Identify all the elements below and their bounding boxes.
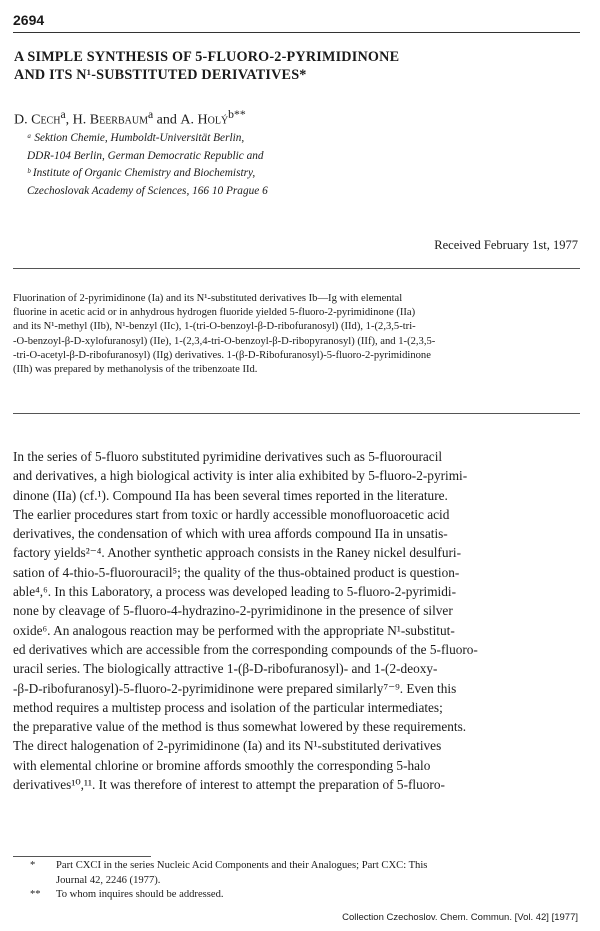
body-line: dinone (IIa) (cf.¹). Compound IIa has been several times reported in the literature. [13, 487, 448, 503]
footnote-mark: * [30, 860, 36, 871]
author-separator-1: , [65, 112, 73, 128]
page-number: 2694 [13, 12, 45, 28]
abstract-line: and its N¹-methyl (IIb), N¹-benzyl (IIc), 1-(tri-O-benzoyl-β-D-ribofuranosyl) (IId), 1-(2,3,5-tri- [13, 321, 416, 333]
footnote-text: Journal 42, 2246 (1977). [56, 874, 161, 886]
body-line: ed derivatives which are accessible from the corresponding compounds of the 5-fluoro- [13, 641, 478, 657]
title-line-1: A SIMPLE SYNTHESIS OF 5-FLUORO-2-PYRIMIDINONE [14, 49, 400, 65]
journal-footer: Collection Czechoslov. Chem. Commun. [Vol. 42] [1977] [342, 912, 578, 923]
body-line: method requires a multistep process and isolation of the particular intermediates; [13, 699, 443, 715]
body-line: factory yields²⁻⁴. Another synthetic approach consists in the Raney nickel desulfuri- [13, 545, 462, 561]
corresponding-author-mark: ** [234, 108, 246, 121]
footnote-mark: ** [30, 889, 41, 900]
body-line: uracil series. The biologically attractive 1-(β-D-ribofuranosyl)- and 1-(2-deoxy- [13, 661, 438, 677]
affiliations [27, 130, 268, 200]
author-1: D. Cech [14, 112, 61, 128]
author-1-affiliation-mark: a [60, 108, 66, 121]
affiliation-line: ᵃ Sektion Chemie, Humboldt-Universität Berlin, [27, 132, 245, 144]
footnotes [30, 859, 427, 903]
footnote-text: To whom inquires should be addressed. [56, 889, 224, 900]
body-line: derivatives, the condensation of which with urea affords compound IIa in unsatis- [13, 526, 448, 542]
footnote-text: Part CXCI in the series Nucleic Acid Components and their Analogues; Part CXC: This [56, 860, 428, 871]
affiliation-line: Czechoslovak Academy of Sciences, 166 10 Prague 6 [27, 184, 268, 197]
footnote-continuation [30, 874, 427, 889]
body-line: able⁴,⁶. In this Laboratory, a process was developed leading to 5-fluoro-2-pyrimidi- [13, 584, 457, 600]
received-date: Received February 1st, 1977 [434, 238, 578, 252]
header-rule [13, 32, 580, 33]
abstract-line: fluorine in acetic acid or in anhydrous hydrogen fluoride yielded 5-fluoro-2-pyrimidinone (IIa) [13, 307, 416, 319]
body-line: -β-D-ribofuranosyl)-5-fluoro-2-pyrimidinone were prepared similarly⁷⁻⁹. Even this [13, 680, 457, 696]
footnote [30, 859, 427, 874]
body-line: derivatives¹⁰,¹¹. It was therefore of interest to attempt the preparation of 5-fluoro- [13, 777, 445, 793]
abstract-bottom-rule [13, 413, 580, 414]
article-title [14, 48, 574, 84]
body-line: none by cleavage of 5-fluoro-4-hydrazino-2-pyrimidinone in the presence of silver [13, 603, 453, 619]
author-2: H. Beerbaum [72, 112, 148, 128]
title-line-2: AND ITS N¹-SUBSTITUTED DERIVATIVES* [14, 67, 307, 83]
abstract-line: -tri-O-acetyl-β-D-ribofuranosyl) (IIg) derivatives. 1-(β-D-Ribofuranosyl)-5-fluoro-2-pyrimidinone [13, 349, 431, 361]
body-text [13, 447, 585, 794]
body-line: The direct halogenation of 2-pyrimidinone (Ia) and its N¹-substituted derivatives [13, 738, 442, 754]
affiliation-line: DDR-104 Berlin, German Democratic Republic and [27, 149, 264, 162]
author-list [14, 108, 246, 129]
footnote-rule [13, 856, 151, 857]
body-line: sation of 4-thio-5-fluorouracil⁵; the quality of the thus-obtained product is question- [13, 564, 460, 580]
abstract-line: (IIh) was prepared by methanolysis of the tribenzoate IId. [13, 364, 258, 376]
abstract-line: -O-benzoyl-β-D-xylofuranosyl) (IIe), 1-(2,3,4-tri-O-benzoyl-β-D-ribopyranosyl) (IIf), and 1-(2,3,5- [13, 335, 436, 347]
body-line: In the series of 5-fluoro substituted pyrimidine derivatives such as 5-fluorouracil [13, 449, 443, 464]
body-line: the preparative value of the method is thus somewhat lowered by these requirements. [13, 719, 467, 735]
body-line: with elemental chlorine or bromine affords smoothly the corresponding 5-halo [13, 757, 431, 773]
body-line: The earlier procedures start from toxic or hardly accessible monofluoroacetic acid [13, 506, 450, 522]
affiliation-line: ᵇ Institute of Organic Chemistry and Biochemistry, [27, 167, 256, 179]
author-3: A. Holý [180, 112, 229, 128]
abstract-top-rule [13, 268, 580, 269]
author-2-affiliation-mark: a [147, 108, 154, 121]
body-line: and derivatives, a high biological activity is inter alia exhibited by 5-fluoro-2-pyrimi- [13, 468, 468, 484]
author-separator-2: and [153, 112, 181, 128]
abstract-line: Fluorination of 2-pyrimidinone (Ia) and its N¹-substituted derivatives Ib—Ig with elemental [13, 293, 403, 304]
author-3-affiliation-mark: b [228, 108, 234, 121]
abstract [13, 292, 585, 377]
body-line: oxide⁶. An analogous reaction may be performed with the appropriate N¹-substitut- [13, 622, 455, 638]
footnote [30, 888, 427, 903]
